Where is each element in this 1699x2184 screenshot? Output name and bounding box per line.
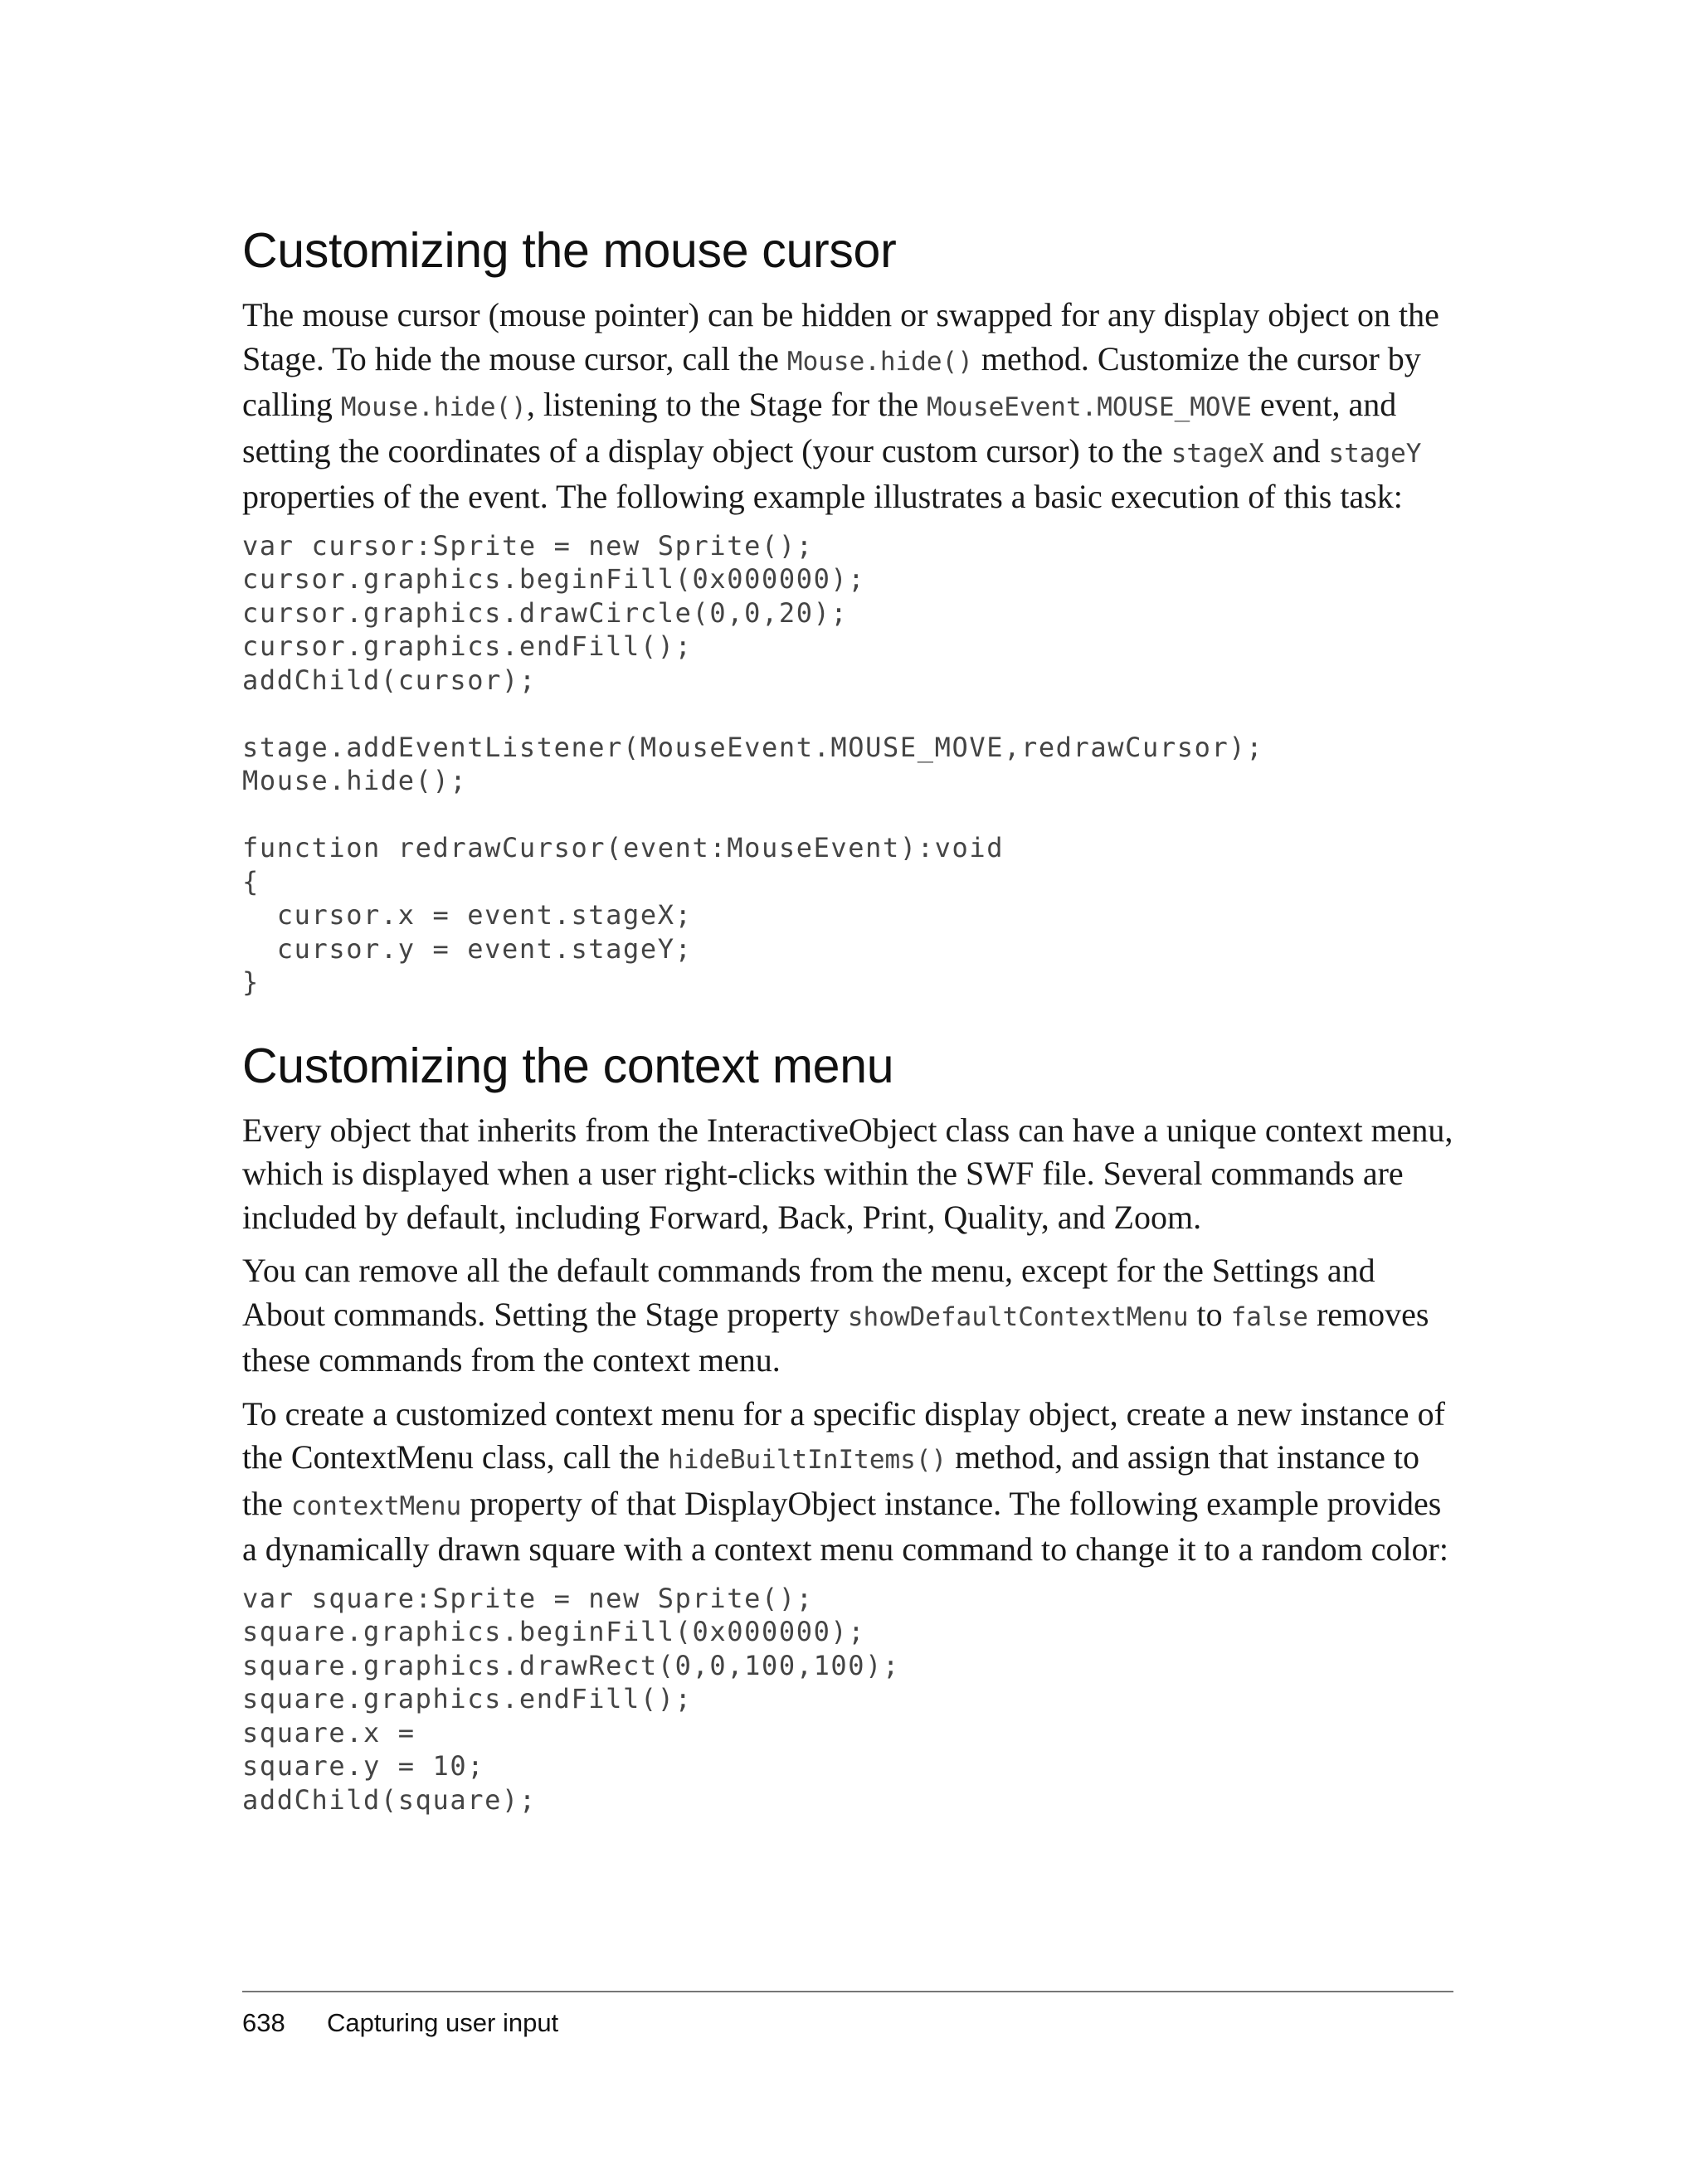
code-block-mouse-cursor: var cursor:Sprite = new Sprite(); cursor.graphics.beginFill(0x000000); cursor.graphics.drawCircle(0,0,20); cursor.graphics.endFill(); addChild(cursor); stage.addEventListener(MouseEvent.MOUSE_MOVE,redrawCursor); Mouse.hide(); function redrawCursor(event:MouseEvent):void { cursor.x = event.stageX; cursor.y = event.stageY; } xyxy=(242,529,1264,998)
text-run: The mouse cursor (mouse pointer) can be hidden or swapped for any display object on the Stage. To hide the mouse cursor, call the xyxy=(242,296,1439,377)
inline-code: Mouse.hide() xyxy=(786,346,973,377)
text-run: To create a customized context menu for a specific display object, create a new instance of the ContextMenu class, call the xyxy=(242,1394,1445,1476)
inline-code: Mouse.hide() xyxy=(340,392,527,422)
text-run: event, and setting the coordinates of a display object (your custom cursor) to the xyxy=(242,386,1397,469)
inline-code: contextMenu xyxy=(290,1491,462,1521)
inline-code: hideBuiltInItems() xyxy=(668,1445,947,1475)
paragraph-mouse-cursor-intro xyxy=(242,294,1453,519)
inline-code: stageX xyxy=(1171,438,1264,469)
text-run: method. Customize the cursor by calling xyxy=(242,339,1421,423)
footer-divider xyxy=(242,1991,1453,1992)
paragraph-default-commands xyxy=(242,1249,1453,1383)
chapter-title: Capturing user input xyxy=(327,2008,559,2037)
text-run: method, and assign that instance to the xyxy=(242,1438,1420,1522)
page-number: 638 xyxy=(242,2008,285,2037)
text-run: You can remove all the default commands from the menu, except for the Settings and About commands. Setting the Stage property xyxy=(242,1252,1375,1333)
inline-code: stageY xyxy=(1328,438,1422,469)
code-block-context-menu: var square:Sprite = new Sprite(); square.graphics.beginFill(0x000000); square.graphics.drawRect(0,0,100,100); square.graphics.endFill(); square.x = square.y = 10; addChild(square); xyxy=(242,1582,900,1816)
text-run: properties of the event. The following example illustrates a basic execution of this task: xyxy=(242,478,1403,515)
text-run: to xyxy=(1188,1295,1231,1333)
section-heading-context-menu: Customizing the context menu xyxy=(242,1038,894,1093)
page-content xyxy=(242,221,1453,1817)
text-run: and xyxy=(1263,431,1329,469)
paragraph-context-menu-intro: Every object that inherits from the InteractiveObject class can have a unique context menu, which is displayed when a user right-clicks within the SWF file. Several commands are included by default, including Forward, Back, Print, Quality, and Zoom. xyxy=(242,1111,1453,1236)
inline-code: MouseEvent.MOUSE_MOVE xyxy=(926,392,1252,422)
section-heading-mouse-cursor: Customizing the mouse cursor xyxy=(242,223,897,278)
text-run: property of that DisplayObject instance. The following example provides a dynamically drawn square with a context menu command to change it to a random color: xyxy=(242,1484,1448,1568)
text-run: , listening to the Stage for the xyxy=(526,386,927,423)
inline-code: showDefaultContextMenu xyxy=(847,1301,1189,1332)
paragraph-custom-context-menu xyxy=(242,1393,1453,1572)
page-footer xyxy=(242,2007,558,2039)
text-run: removes these commands from the context menu. xyxy=(242,1295,1429,1379)
inline-code: false xyxy=(1230,1301,1308,1332)
